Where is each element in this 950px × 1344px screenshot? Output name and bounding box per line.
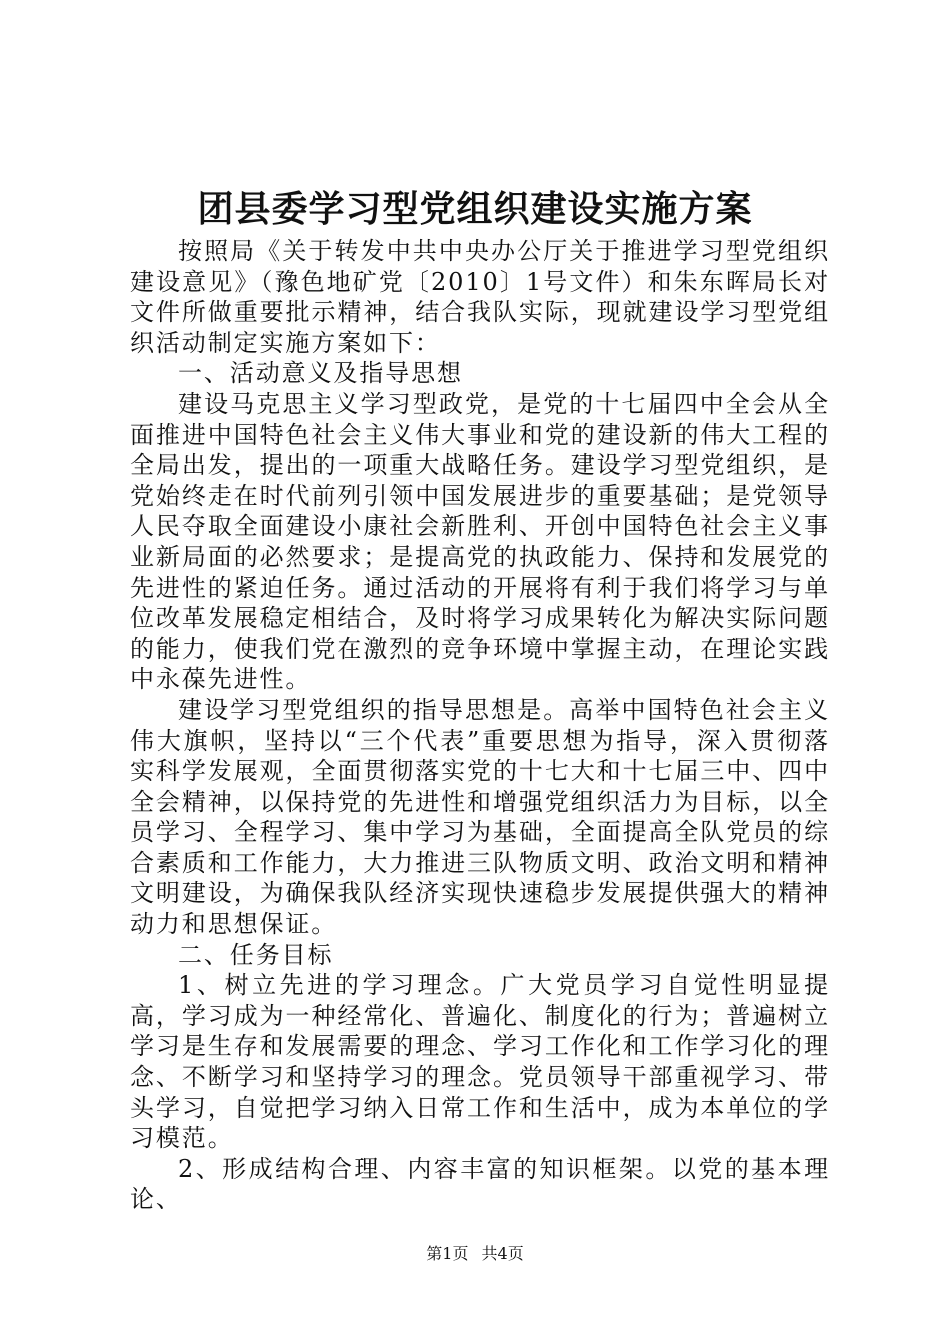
paragraph-guiding-ideology: 建设学习型党组织的指导思想是。高举中国特色社会主义伟大旗帜，坚持以“三个代表”重要思想为指导，深入贯彻落实科学发展观，全面贯彻落实党的十七大和十七届三中、四中全会精神，以保持党的先进性和增强党组织活力为目标，以全员学习、全程学习、集中学习为基础，全面提高全队党员的综合素质和工作能力，大力推进三队物质文明、政治文明和精神文明建设，为确保我队经济实现快速稳步发展提供强大的精神动力和思想保证。 xyxy=(130,695,830,939)
page-footer xyxy=(0,1244,950,1264)
section-heading-2: 二、任务目标 xyxy=(178,940,334,969)
paragraph-intro: 按照局《关于转发中共中央办公厅关于推进学习型党组织建设意见》（豫色地矿党〔2010〕1号文件）和朱东晖局长对文件所做重要批示精神，结合我队实际，现就建设学习型党组织活动制定实施方案如下： xyxy=(130,237,830,357)
document-title: 团县委学习型党组织建设实施方案 xyxy=(197,188,753,230)
page-number-current: 第1页 xyxy=(426,1244,469,1263)
paragraph-goal-1: 1、树立先进的学习理念。广大党员学习自觉性明显提高，学习成为一种经常化、普遍化、制度化的行为；普遍树立学习是生存和发展需要的理念、学习工作化和工作学习化的理念、不断学习和坚持学习的理念。党员领导干部重视学习、带头学习，自觉把学习纳入日常工作和生活中，成为本单位的学习模范。 xyxy=(130,971,830,1153)
page-number-total: 共4页 xyxy=(481,1244,524,1263)
paragraph-goal-2: 2、形成结构合理、内容丰富的知识框架。以党的基本理论、 xyxy=(130,1154,830,1214)
paragraph-significance: 建设马克思主义学习型政党，是党的十七届四中全会从全面推进中国特色社会主义伟大事业和党的建设新的伟大工程的全局出发，提出的一项重大战略任务。建设学习型党组织，是党始终走在时代前列引领中国发展进步的重要基础；是党领导人民夺取全面建设小康社会新胜利、开创中国特色社会主义事业新局面的必然要求；是提高党的执政能力、保持和发展党的先进性的紧迫任务。通过活动的开展将有利于我们将学习与单位改革发展稳定相结合，及时将学习成果转化为解决实际问题的能力，使我们党在激烈的竞争环境中掌握主动，在理论实践中永葆先进性。 xyxy=(130,389,830,694)
section-heading-1: 一、活动意义及指导思想 xyxy=(178,359,463,388)
document-body xyxy=(130,236,830,1215)
